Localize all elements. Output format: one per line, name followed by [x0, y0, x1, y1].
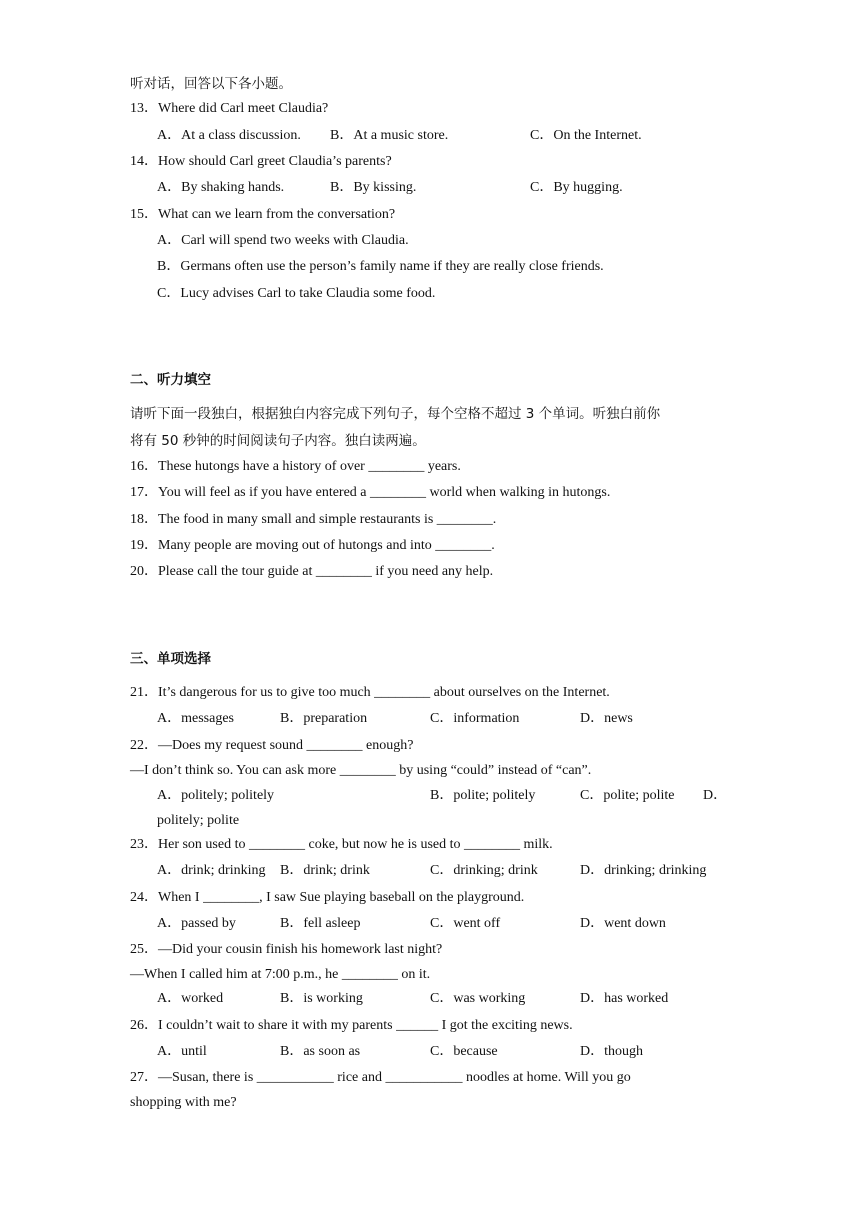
q23-option-d: D．drinking; drinking	[580, 863, 707, 878]
q24-option-b: B．fell asleep	[280, 916, 361, 931]
q25-option-d: D．has worked	[580, 991, 669, 1006]
question-22-reply: —I don’t think so. You can ask more ________ by using “could” instead of “can”.	[130, 763, 592, 778]
question-27-continued: shopping with me?	[130, 1095, 237, 1110]
q13-option-b: B．At a music store.	[330, 128, 449, 143]
q14-option-c: C．By hugging.	[530, 180, 623, 195]
question-20: 20．Please call the tour guide at ________ if you need any help.	[130, 564, 494, 579]
question-14: 14．How should Carl greet Claudia’s parents?	[130, 154, 392, 169]
q22-option-c: C．polite; polite	[580, 788, 675, 803]
q25-option-a: A．worked	[157, 991, 224, 1006]
q26-option-b: B．as soon as	[280, 1044, 361, 1059]
question-22: 22．—Does my request sound ________ enough?	[130, 738, 414, 753]
q23-option-c: C．drinking; drink	[430, 863, 538, 878]
q13-option-c: C．On the Internet.	[530, 128, 642, 143]
question-21: 21．It’s dangerous for us to give too much ________ about ourselves on the Internet.	[130, 685, 610, 700]
instructions: 听对话，回答以下各小题。	[130, 76, 292, 92]
section-2-instructions-line2: 将有 50 秒钟的时间阅读句子内容。独白读两遍。	[130, 433, 426, 449]
q23-option-b: B．drink; drink	[280, 863, 370, 878]
q14-option-a: A．By shaking hands.	[157, 180, 285, 195]
q22-option-b: B．polite; politely	[430, 788, 536, 803]
section-2-instructions-line1: 请听下面一段独白，根据独白内容完成下列句子，每个空格不超过 3 个单词。听独白前你	[130, 406, 661, 422]
q14-option-b: B．By kissing.	[330, 180, 417, 195]
question-17: 17．You will feel as if you have entered a ________ world when walking in hutongs.	[130, 485, 611, 500]
q22-option-d: D．	[703, 788, 728, 803]
question-25-reply: —When I called him at 7:00 p.m., he ________ on it.	[130, 967, 431, 982]
q15-option-c: C．Lucy advises Carl to take Claudia some food.	[157, 286, 436, 301]
section-3-heading: 三、单项选择	[130, 651, 211, 667]
q15-option-a: A．Carl will spend two weeks with Claudia.	[157, 233, 409, 248]
q24-option-c: C．went off	[430, 916, 501, 931]
section-2-heading: 二、听力填空	[130, 372, 211, 388]
q21-option-c: C．information	[430, 711, 520, 726]
q21-option-a: A．messages	[157, 711, 234, 726]
q26-option-d: D．though	[580, 1044, 643, 1059]
q24-option-d: D．went down	[580, 916, 666, 931]
question-18: 18．The food in many small and simple restaurants is ________.	[130, 512, 497, 527]
question-24: 24．When I ________, I saw Sue playing baseball on the playground.	[130, 890, 525, 905]
q15-option-b: B．Germans often use the person’s family name if they are really close friends.	[157, 259, 604, 274]
q22-option-a: A．politely; politely	[157, 788, 275, 803]
q26-option-a: A．until	[157, 1044, 207, 1059]
question-25: 25．—Did your cousin finish his homework last night?	[130, 942, 443, 957]
q22-option-d-continued: politely; polite	[157, 813, 240, 828]
question-23: 23．Her son used to ________ coke, but now he is used to ________ milk.	[130, 837, 553, 852]
question-19: 19．Many people are moving out of hutongs and into ________.	[130, 538, 495, 553]
q21-option-b: B．preparation	[280, 711, 368, 726]
q24-option-a: A．passed by	[157, 916, 236, 931]
question-27: 27．—Susan, there is ___________ rice and ___________ noodles at home. Will you go	[130, 1070, 631, 1085]
q21-option-d: D．news	[580, 711, 633, 726]
q25-option-b: B．is working	[280, 991, 363, 1006]
question-16: 16．These hutongs have a history of over ________ years.	[130, 459, 461, 474]
q26-option-c: C．because	[430, 1044, 498, 1059]
question-26: 26．I couldn’t wait to share it with my parents ______ I got the exciting news.	[130, 1018, 573, 1033]
question-15: 15．What can we learn from the conversation?	[130, 207, 396, 222]
q25-option-c: C．was working	[430, 991, 526, 1006]
q23-option-a: A．drink; drinking	[157, 863, 266, 878]
q13-option-a: A．At a class discussion.	[157, 128, 301, 143]
question-13: 13．Where did Carl meet Claudia?	[130, 101, 329, 116]
